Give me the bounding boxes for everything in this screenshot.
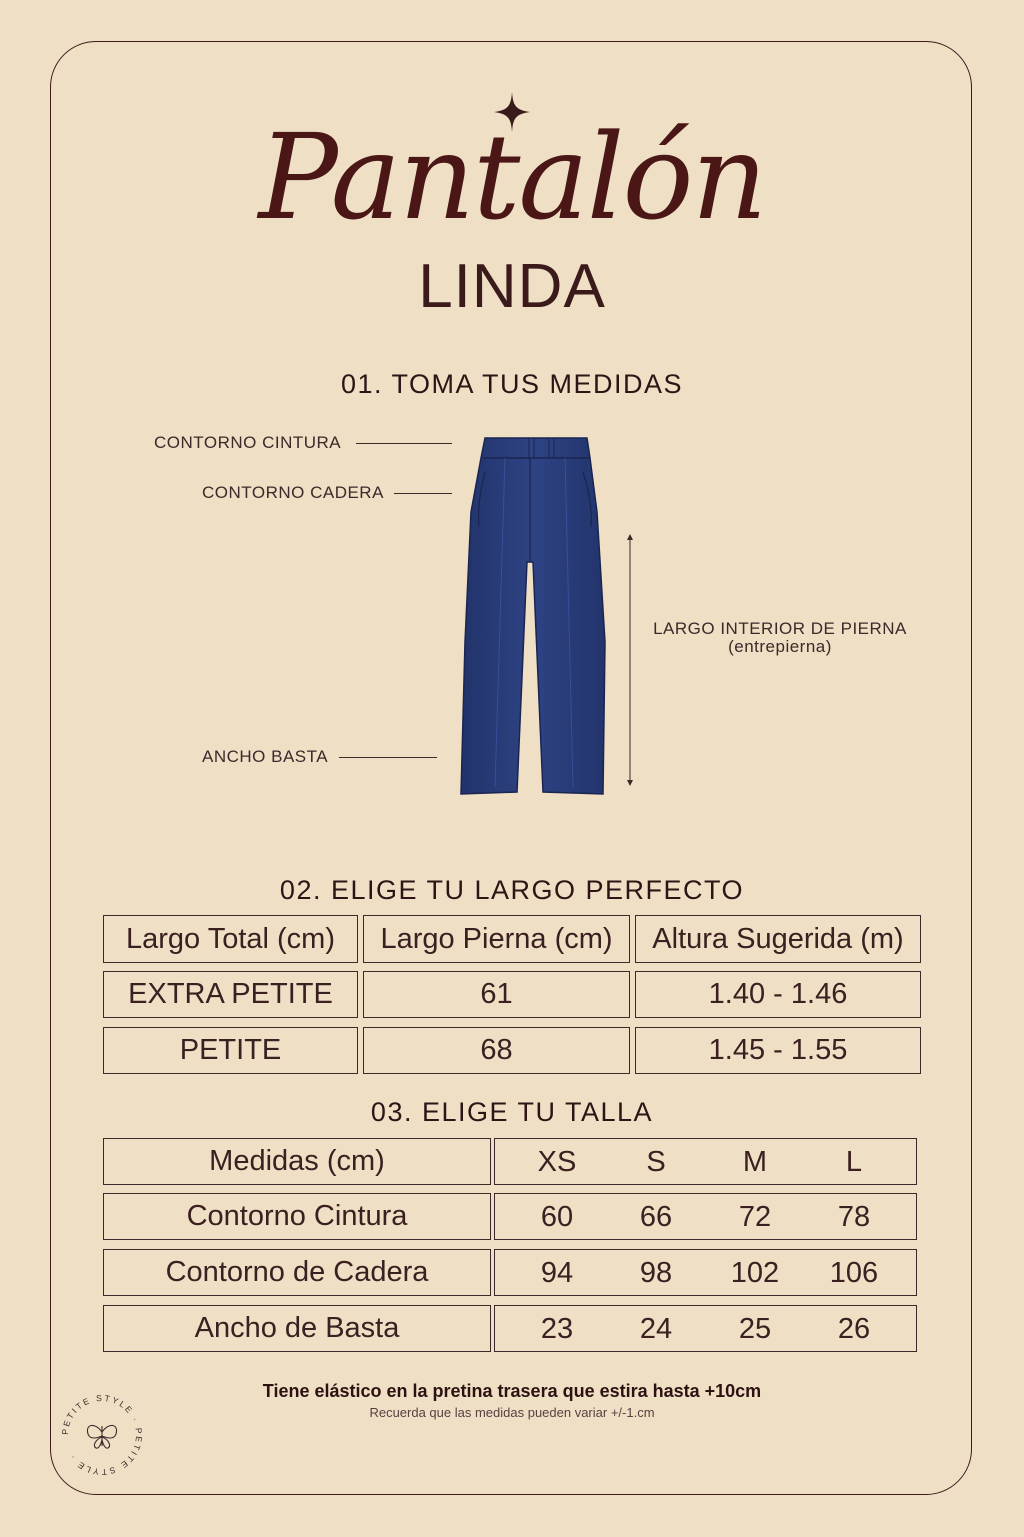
logo-ring-text: PETITE STYLE · PETITE STYLE · <box>59 1392 145 1478</box>
length-row-1-height: 1.40 - 1.46 <box>635 971 921 1018</box>
pants-illustration <box>455 432 615 800</box>
waist-pointer-line <box>356 443 452 444</box>
length-row-2-leg: 68 <box>363 1027 630 1074</box>
size-row-2-xs: 94 <box>540 1257 574 1289</box>
size-row-1-label: Contorno Cintura <box>103 1193 491 1240</box>
size-row-1-m: 72 <box>738 1201 772 1233</box>
label-inseam-line1: LARGO INTERIOR DE PIERNA <box>653 619 907 638</box>
length-row-1-label: EXTRA PETITE <box>103 971 358 1018</box>
size-row-1-l: 78 <box>837 1201 871 1233</box>
size-header-xs: XS <box>537 1146 577 1178</box>
label-waist: CONTORNO CINTURA <box>154 433 342 452</box>
size-row-2-m: 102 <box>730 1257 780 1289</box>
size-header-l: L <box>845 1146 863 1178</box>
elastic-note: Tiene elástico en la pretina trasera que estira hasta +10cm <box>262 1381 762 1401</box>
size-header-m: M <box>742 1146 768 1178</box>
size-row-2-s: 98 <box>639 1257 673 1289</box>
label-hem: ANCHO BASTA <box>202 747 329 766</box>
hip-pointer-line <box>394 493 452 494</box>
hem-pointer-line <box>339 757 437 758</box>
size-row-3-s: 24 <box>639 1313 673 1345</box>
brand-logo <box>57 1390 147 1480</box>
size-row-1-s: 66 <box>639 1201 673 1233</box>
size-header-s: S <box>646 1146 666 1178</box>
label-hip: CONTORNO CADERA <box>202 483 384 502</box>
size-header-label: Medidas (cm) <box>103 1138 491 1185</box>
size-row-3-l: 26 <box>837 1313 871 1345</box>
size-row-2-label: Contorno de Cadera <box>103 1249 491 1296</box>
length-header-leg: Largo Pierna (cm) <box>363 915 630 963</box>
size-row-2-l: 106 <box>829 1257 879 1289</box>
product-title-script: Pantalón <box>258 108 766 246</box>
section-3-heading: 03. ELIGE TU TALLA <box>370 1097 654 1127</box>
section-2-heading: 02. ELIGE TU LARGO PERFECTO <box>279 875 745 905</box>
butterfly-icon <box>87 1425 116 1448</box>
inseam-arrow-icon <box>620 530 640 790</box>
length-row-2-label: PETITE <box>103 1027 358 1074</box>
size-row-1-xs: 60 <box>540 1201 574 1233</box>
size-row-3-label: Ancho de Basta <box>103 1305 491 1352</box>
tolerance-note: Recuerda que las medidas pueden variar +/-1.cm <box>369 1405 655 1420</box>
length-header-height: Altura Sugerida (m) <box>635 915 921 963</box>
label-inseam-line2: (entrepierna) <box>728 637 832 656</box>
size-row-3-m: 25 <box>738 1313 772 1345</box>
length-row-1-leg: 61 <box>363 971 630 1018</box>
length-row-2-height: 1.45 - 1.55 <box>635 1027 921 1074</box>
label-inseam <box>640 620 920 656</box>
size-row-3-xs: 23 <box>540 1313 574 1345</box>
length-header-total: Largo Total (cm) <box>103 915 358 963</box>
product-title-sub: LINDA <box>418 252 606 321</box>
section-1-heading: 01. TOMA TUS MEDIDAS <box>340 369 684 399</box>
